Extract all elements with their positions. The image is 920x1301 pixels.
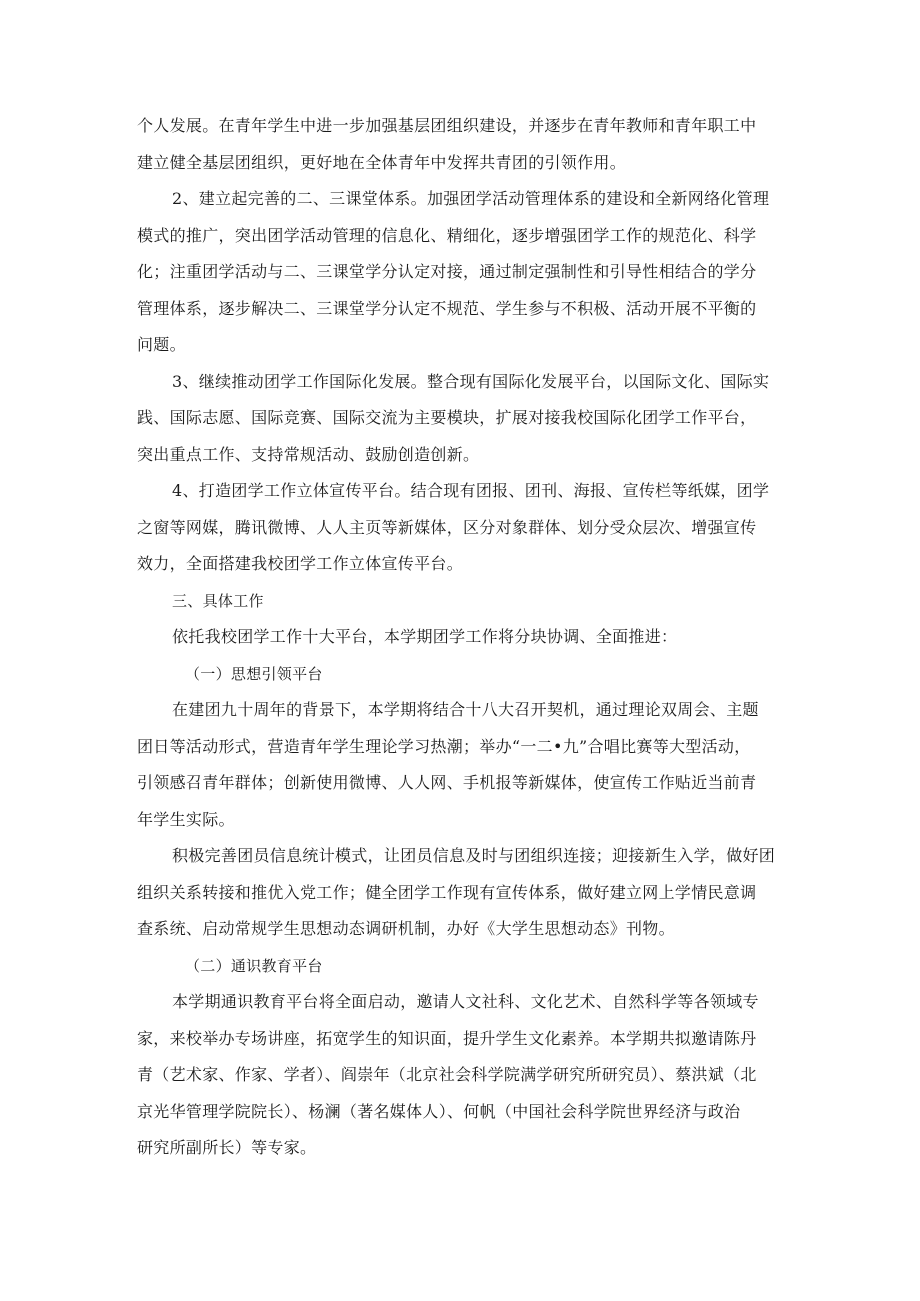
text-line: 建立健全基层团组织，更好地在全体青年中发挥共青团的引领作用。 [137,153,627,172]
text-line: 积极完善团员信息统计模式，让团员信息及时与团组织连接；迎接新生入学，做好团 [172,846,776,865]
text-line: 在建团九十周年的背景下，本学期将结合十八大召开契机，通过理论双周会、主题 [172,700,759,719]
text-line: 4、打造团学工作立体宣传平台。结合现有团报、团刊、海报、宣传栏等纸媒，团学 [172,481,770,500]
text-line: 个人发展。在青年学生中进一步加强基层团组织建设，并逐步在青年教师和青年职工中 [137,116,757,135]
text-line: 突出重点工作、支持常规活动、鼓励创造创新。 [137,445,480,464]
text-line: 之窗等网媒，腾讯微博、人人主页等新媒体，区分对象群体、划分受众层次、增强宣传 [137,518,757,537]
text-line: 组织关系转接和推优入党工作；健全团学工作现有宣传体系，做好建立网上学情民意调 [137,883,757,902]
text-line: 模式的推广，突出团学活动管理的信息化、精细化，逐步增强团学工作的规范化、科学 [137,226,757,245]
text-line: 化；注重团学活动与二、三课堂学分认定对接，通过制定强制性和引导性相结合的学分 [137,262,757,281]
text-line: 年学生实际。 [137,810,235,829]
text-line: 团日等活动形式，营造青年学生理论学习热潮；举办“一二•九”合唱比赛等大型活动， [137,737,751,756]
text-line: 查系统、启动常规学生思想动态调研机制，办好《大学生思想动态》刊物。 [137,919,675,938]
text-line: 研究所副所长）等专家。 [137,1138,317,1157]
text-line: 践、国际志愿、国际竞赛、国际交流为主要模块，扩展对接我校国际化团学工作平台， [137,408,757,427]
text-line: 青（艺术家、作家、学者）、阎崇年（北京社会科学院满学研究所研究员）、蔡洪斌（北 [137,1065,757,1084]
section-heading: 三、具体工作 [172,592,264,610]
text-line: 效力，全面搭建我校团学工作立体宣传平台。 [137,554,464,573]
subsection-heading: （一）思想引领平台 [185,665,323,683]
paragraph-overview: 依托我校团学工作十大平台，本学期团学工作将分块协调、全面推进： [172,627,678,646]
subsection-heading: （二）通识教育平台 [185,957,323,975]
text-line: 本学期通识教育平台将全面启动，邀请人文社科、文化艺术、自然科学等各领域专 [172,992,759,1011]
text-line: 家，来校举办专场讲座，拓宽学生的知识面，提升学生文化素养。本学期共拟邀请陈丹 [137,1029,757,1048]
text-line: 3、继续推动团学工作国际化发展。整合现有国际化发展平台，以国际文化、国际实 [172,372,770,391]
text-line: 引领感召青年群体；创新使用微博、人人网、手机报等新媒体，使宣传工作贴近当前青 [137,773,757,792]
text-line: 2、建立起完善的二、三课堂体系。加强团学活动管理体系的建设和全新网络化管理 [172,189,770,208]
text-line: 管理体系，逐步解决二、三课堂学分认定不规范、学生参与不积极、活动开展不平衡的 [137,299,757,318]
text-line: 问题。 [137,335,186,354]
text-line: 京光华管理学院院长）、杨澜（著名媒体人）、何帆（中国社会科学院世界经济与政治 [137,1102,741,1121]
